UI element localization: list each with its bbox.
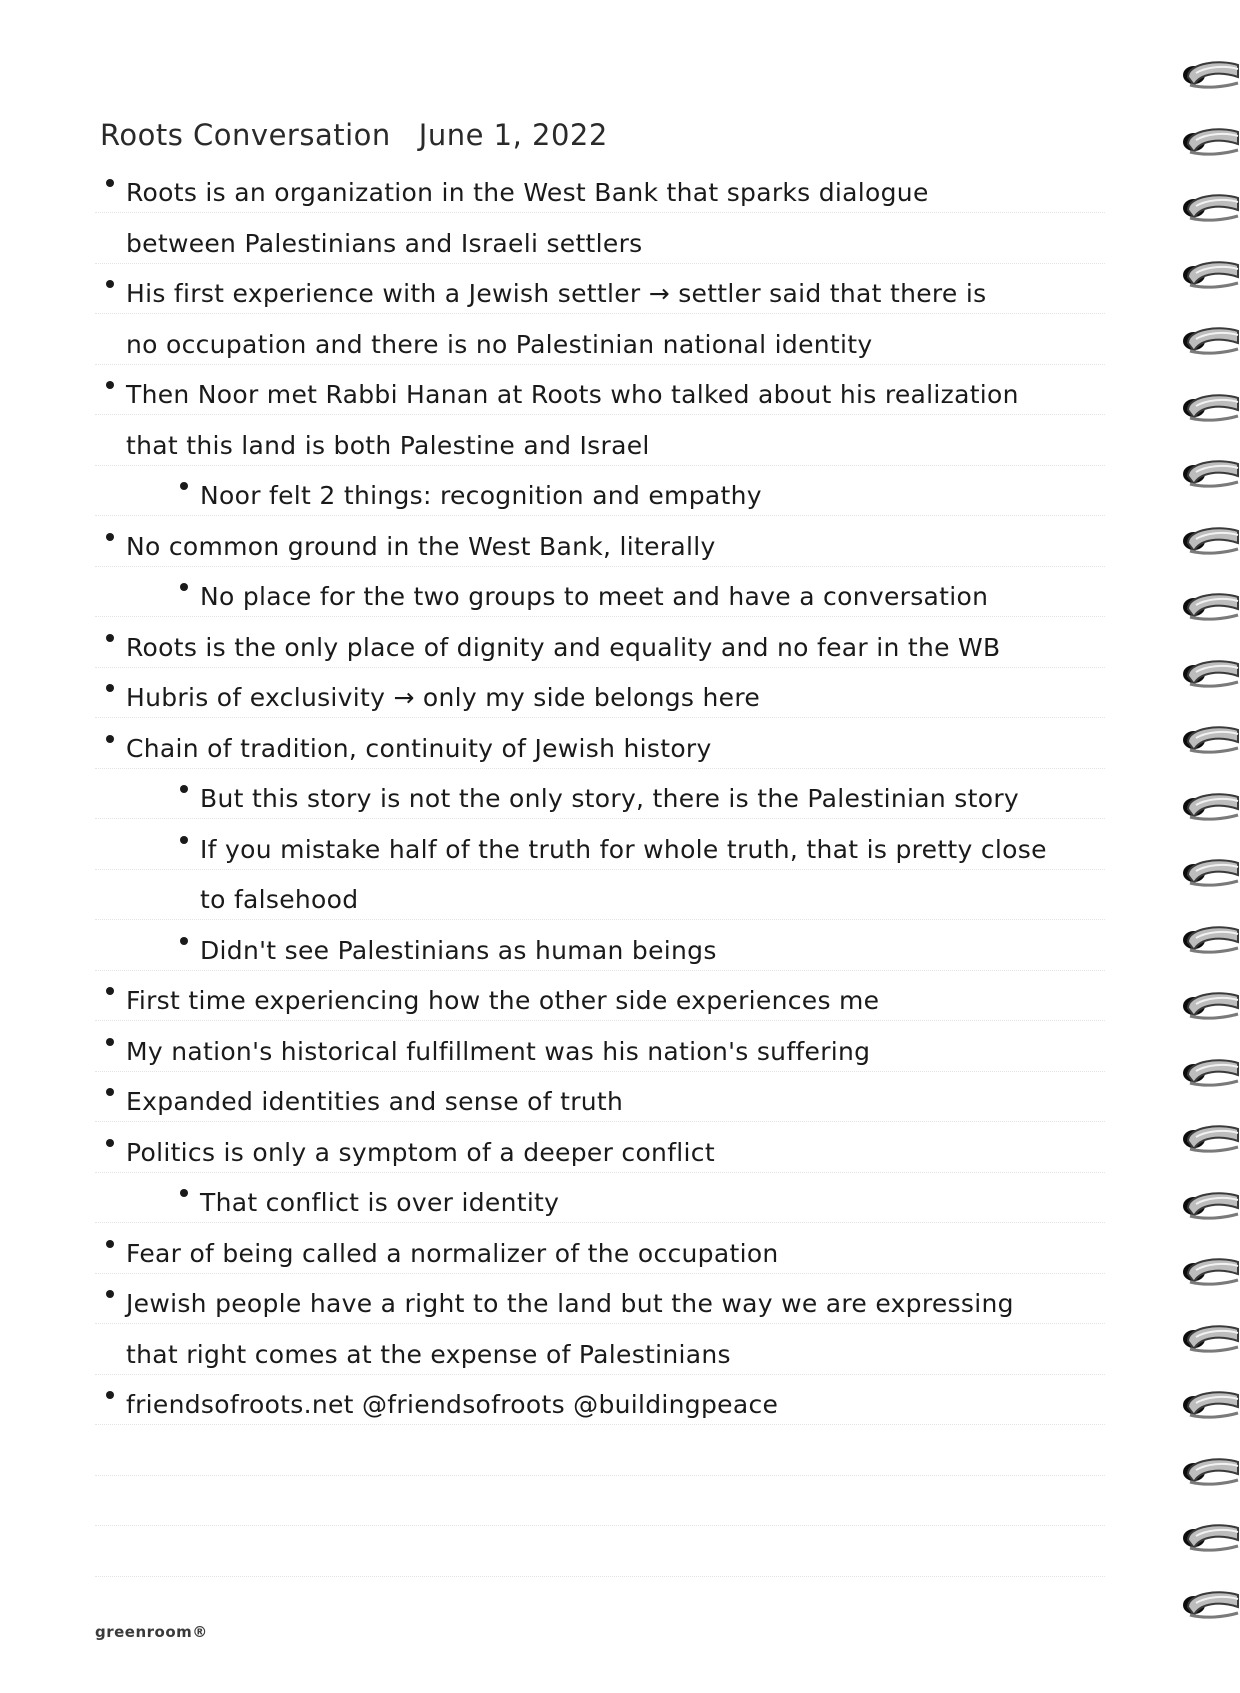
note-text: Jewish people have a right to the land but the way we are expressing [126,1289,1014,1318]
spiral-ring-icon [1180,1452,1240,1500]
note-text: no occupation and there is no Palestinian national identity [126,329,873,359]
note-line [180,784,1019,813]
bullet-icon [106,1038,114,1046]
spiral-ring-icon [1180,654,1240,702]
spiral-ring-icon [1180,1053,1240,1101]
spiral-ring-icon [1180,1252,1240,1300]
note-line [180,481,762,510]
spiral-ring-icon [1180,1518,1240,1566]
spiral-ring-icon [1180,587,1240,635]
note-text: No place for the two groups to meet and have a conversation [200,582,989,611]
note-text: Then Noor met Rabbi Hanan at Roots who talked about his realization [126,380,1019,409]
note-line [200,885,358,914]
note-text: His first experience with a Jewish settler → settler said that there is [126,279,987,308]
note-text: First time experiencing how the other side experiences me [126,986,880,1015]
note-text: But this story is not the only story, there is the Palestinian story [200,784,1019,813]
spiral-ring-icon [1180,55,1240,103]
ruled-line [95,869,1105,870]
page-heading [100,118,608,152]
ruled-line [95,1374,1105,1375]
note-text: friendsofroots.net @friendsofroots @buildingpeace [126,1390,779,1419]
spiral-ring-icon [1180,255,1240,303]
ruled-line [95,1273,1105,1274]
ruled-line [95,1121,1105,1122]
note-line [126,229,643,258]
spiral-ring-icon [1180,388,1240,436]
ruled-line [95,1424,1105,1425]
note-text: Hubris of exclusivity → only my side belongs here [126,683,761,712]
note-line [180,835,1047,864]
ruled-line [95,515,1105,516]
bullet-icon [106,179,114,187]
bullet-icon [106,280,114,288]
bullet-icon [106,533,114,541]
spiral-ring-icon [1180,1186,1240,1234]
note-line [106,683,760,712]
note-text: Roots is the only place of dignity and equality and no fear in the WB [126,632,1001,662]
ruled-line [95,566,1105,567]
spiral-ring-icon [1180,321,1240,369]
note-line [106,532,716,561]
note-line [126,1340,731,1369]
bullet-icon [180,836,188,844]
ruled-line [95,364,1105,365]
ruled-line [95,414,1105,415]
note-text: that this land is both Palestine and Israel [126,430,650,460]
note-line [180,936,717,965]
note-text: that right comes at the expense of Palestinians [126,1339,731,1369]
ruled-line [95,616,1105,617]
ruled-line [95,263,1105,264]
ruled-line [95,1323,1105,1324]
bullet-icon [180,1189,188,1197]
note-line [126,431,650,460]
note-line [106,734,712,763]
note-line [106,1087,623,1116]
spiral-ring-icon [1180,521,1240,569]
ruled-line [95,1071,1105,1072]
note-text: Expanded identities and sense of truth [126,1087,624,1116]
bullet-icon [180,482,188,490]
spiral-ring-icon [1180,1319,1240,1367]
note-text: Fear of being called a normalizer of the occupation [126,1238,779,1268]
note-text: between Palestinians and Israeli settlers [126,228,643,258]
note-text: No common ground in the West Bank, literally [126,531,716,561]
note-line [106,1289,1014,1318]
note-text: Politics is only a symptom of a deeper conflict [126,1137,715,1167]
note-line [180,1188,559,1217]
spiral-ring-icon [1180,853,1240,901]
note-line [106,986,879,1015]
spiral-ring-icon [1180,188,1240,236]
ruled-line [95,818,1105,819]
note-title: Roots Conversation [100,118,391,152]
note-line [106,279,986,308]
bullet-icon [106,1290,114,1298]
note-date: June 1, 2022 [418,118,608,152]
note-text: to falsehood [200,885,359,914]
spiral-ring-icon [1180,1119,1240,1167]
ruled-line [95,1222,1105,1223]
spiral-ring-icon [1180,787,1240,835]
bullet-icon [106,684,114,692]
spiral-ring-icon [1180,720,1240,768]
note-line [106,633,1001,662]
spiral-ring-icon [1180,986,1240,1034]
note-text: If you mistake half of the truth for whole truth, that is pretty close [200,834,1047,864]
spiral-ring-icon [1180,122,1240,170]
bullet-icon [106,634,114,642]
note-text: That conflict is over identity [200,1188,560,1217]
ruled-line [95,1576,1105,1577]
note-line [106,380,1019,409]
ruled-line [95,768,1105,769]
note-text: Roots is an organization in the West Bank that sparks dialogue [126,178,929,207]
ruled-line [95,465,1105,466]
spiral-ring-icon [1180,920,1240,968]
bullet-icon [106,1391,114,1399]
ruled-line [95,212,1105,213]
bullet-icon [106,987,114,995]
spiral-binding [1180,55,1240,1665]
bullet-icon [180,785,188,793]
brand-logo: greenroom® [95,1623,208,1641]
note-line [106,1390,778,1419]
note-line [126,330,872,359]
note-line [106,1138,715,1167]
bullet-icon [106,735,114,743]
spiral-ring-icon [1180,1585,1240,1633]
note-text: Chain of tradition, continuity of Jewish history [126,733,712,763]
note-line [106,178,929,207]
bullet-icon [106,1088,114,1096]
spiral-ring-icon [1180,1385,1240,1433]
bullet-icon [180,583,188,591]
note-text: Noor felt 2 things: recognition and empathy [200,481,762,510]
ruled-line [95,1020,1105,1021]
ruled-line [95,919,1105,920]
note-text: My nation's historical fulfillment was his nation's suffering [126,1036,871,1066]
ruled-line [95,717,1105,718]
bullet-icon [106,381,114,389]
bullet-icon [106,1240,114,1248]
bullet-icon [180,937,188,945]
ruled-line [95,1525,1105,1526]
ruled-line [95,313,1105,314]
ruled-line [95,1172,1105,1173]
note-text: Didn't see Palestinians as human beings [200,935,717,965]
spiral-ring-icon [1180,454,1240,502]
ruled-line [95,970,1105,971]
bullet-icon [106,1139,114,1147]
note-line [106,1037,870,1066]
ruled-line [95,1475,1105,1476]
note-line [106,1239,779,1268]
ruled-line [95,667,1105,668]
note-line [180,582,988,611]
